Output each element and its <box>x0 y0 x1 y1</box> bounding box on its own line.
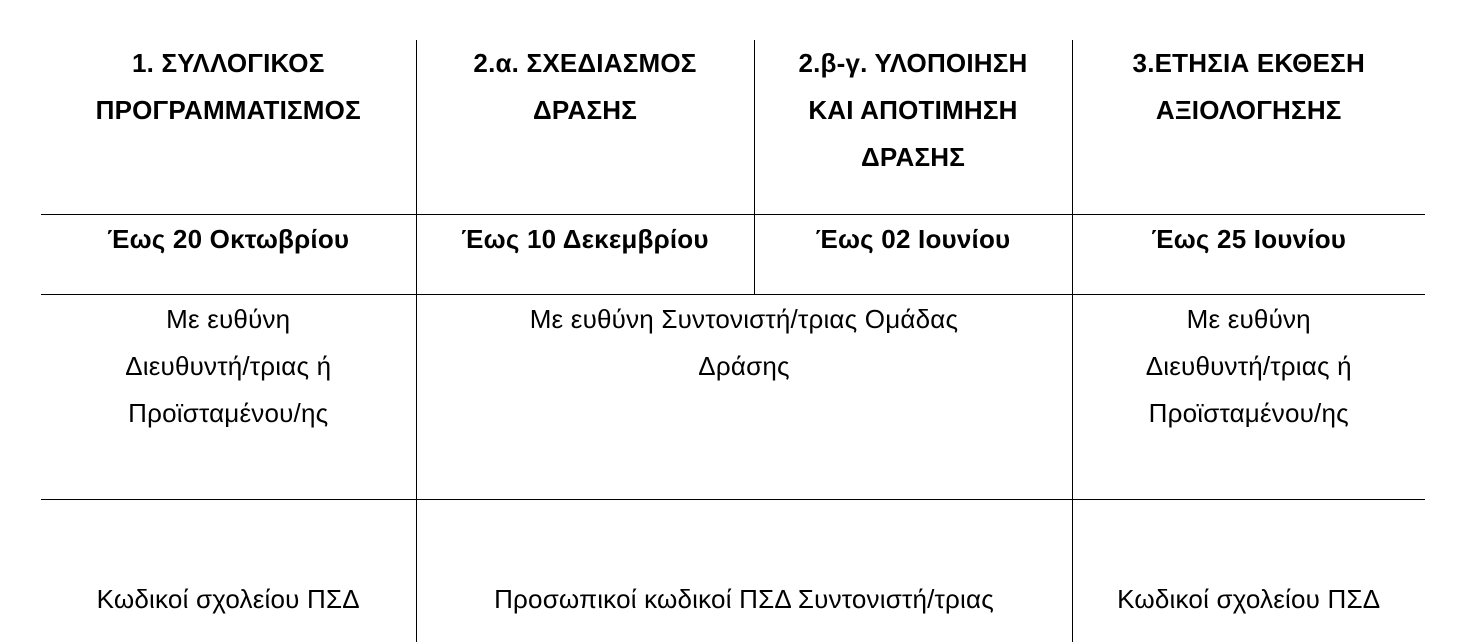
credentials-school-cell <box>41 500 416 642</box>
heading-line: 2.α. ΣΧΕΔΙΑΣΜΟΣ <box>473 48 696 78</box>
responsibility-line: Με ευθύνη Συντονιστή/τριας Ομάδας <box>530 304 959 334</box>
responsibility-line: Διευθυντή/τριας ή <box>1146 351 1352 381</box>
responsibility-line: Προϊσταμένου/ης <box>1149 398 1349 428</box>
heading-line: ΚΑΙ ΑΠΟΤΙΜΗΣΗ <box>808 95 1017 125</box>
responsibility-final-cell <box>1072 295 1425 500</box>
deadline-text: Έως 25 Ιουνίου <box>1073 215 1426 263</box>
credentials-coordinator-cell <box>416 500 1072 642</box>
deadline-cell <box>416 215 754 295</box>
deadline-text: Έως 20 Οκτωβρίου <box>41 215 416 263</box>
phase-heading-action-design <box>416 40 754 215</box>
heading-line: 1. ΣΥΛΛΟΓΙΚΟΣ <box>132 48 325 78</box>
responsibility-coordinator-cell <box>416 295 1072 500</box>
responsibility-line: Διευθυντή/τριας ή <box>125 351 331 381</box>
heading-line: 3.ΕΤΗΣΙΑ ΕΚΘΕΣΗ <box>1133 48 1365 78</box>
deadline-text: Έως 10 Δεκεμβρίου <box>417 215 754 263</box>
phase-heading-implementation-assessment <box>754 40 1072 215</box>
phase-heading-collective-planning <box>41 40 416 215</box>
responsibility-line: Δράσης <box>698 351 789 381</box>
heading-line: 2.β-γ. ΥΛΟΠΟΙΗΣΗ <box>798 48 1027 78</box>
phase-heading-annual-report <box>1072 40 1425 215</box>
deadline-text: Έως 02 Ιουνίου <box>755 215 1072 263</box>
heading-line: ΔΡΑΣΗΣ <box>533 95 637 125</box>
responsibility-line: Με ευθύνη <box>166 304 290 334</box>
responsibility-line: Προϊσταμένου/ης <box>128 398 328 428</box>
responsibility-principal-cell <box>41 295 416 500</box>
heading-line: ΠΡΟΓΡΑΜΜΑΤΙΣΜΟΣ <box>96 95 361 125</box>
credentials-row <box>41 500 1425 642</box>
credentials-text: Κωδικοί σχολείου ΠΣΔ <box>41 500 416 623</box>
credentials-text: Προσωπικοί κωδικοί ΠΣΔ Συντονιστή/τριας <box>417 500 1072 623</box>
credentials-school-final-cell <box>1072 500 1425 642</box>
heading-line: ΑΞΙΟΛΟΓΗΣΗΣ <box>1156 95 1342 125</box>
deadline-cell <box>1072 215 1425 295</box>
credentials-text: Κωδικοί σχολείου ΠΣΔ <box>1073 500 1426 623</box>
responsibility-line: Με ευθύνη <box>1187 304 1311 334</box>
deadline-row <box>41 215 1425 295</box>
deadline-cell <box>754 215 1072 295</box>
heading-line: ΔΡΑΣΗΣ <box>861 142 965 172</box>
phase-heading-row <box>41 40 1425 215</box>
responsibility-row <box>41 295 1425 500</box>
evaluation-schedule-table <box>41 40 1425 642</box>
deadline-cell <box>41 215 416 295</box>
